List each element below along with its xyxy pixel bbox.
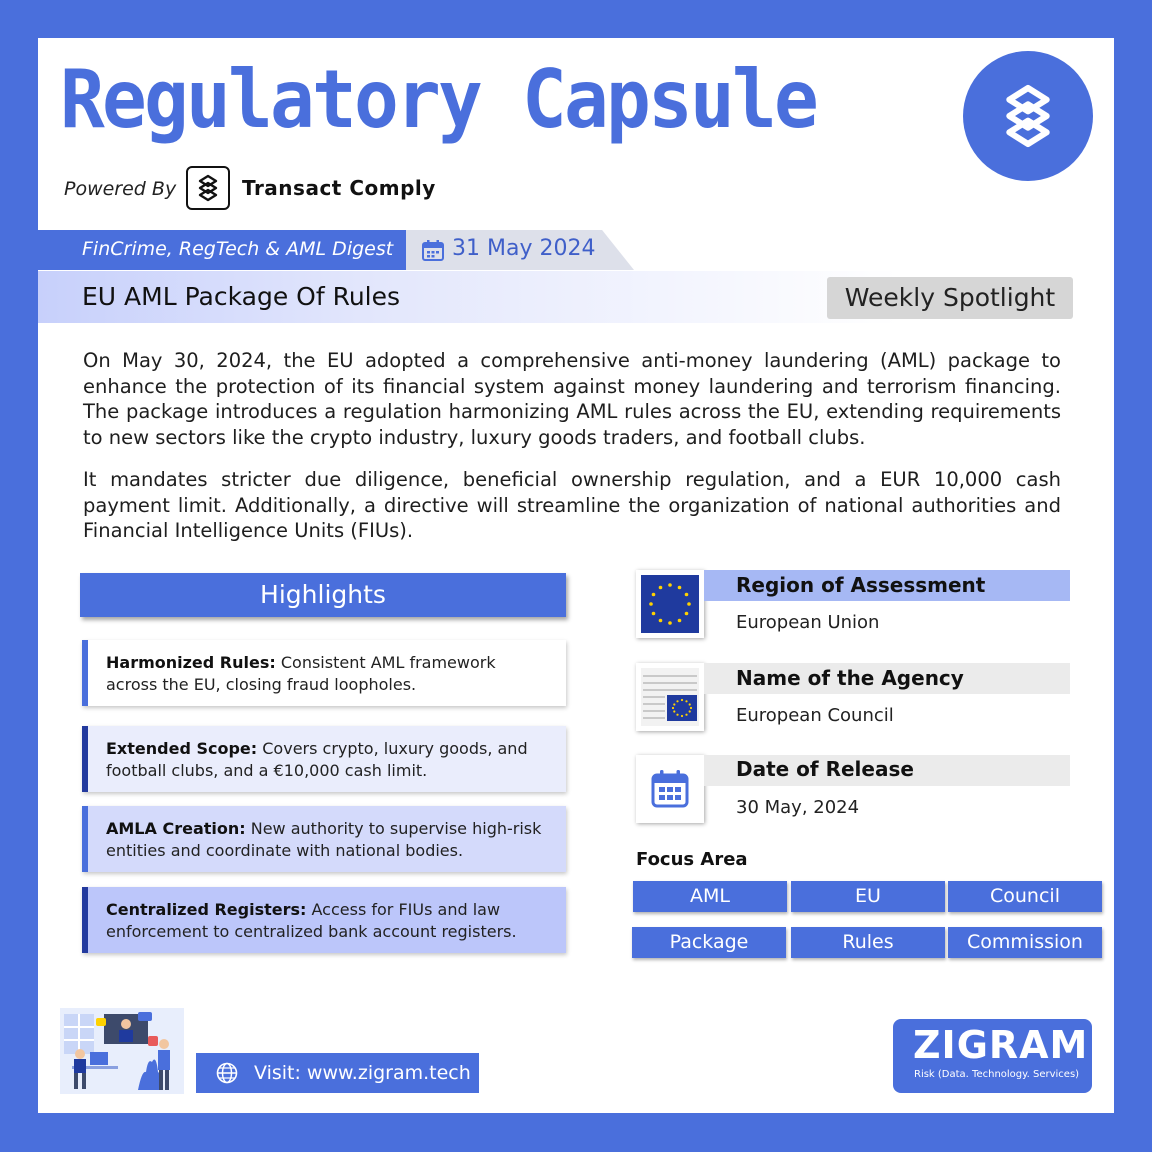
transact-comply-logo-icon: [186, 166, 230, 210]
weekly-spotlight-badge: Weekly Spotlight: [827, 277, 1073, 319]
article-paragraph-1: On May 30, 2024, the EU adopted a comprehensive anti-money laundering (AML) package to enhance the protection of its financial system against money laundering and terrorism financing. The package introduces a regulation harmonizing AML rules across the EU, extending requirements to new sectors like the crypto industry, luxury goods traders, and football clubs.: [83, 349, 1061, 449]
capsule-card: [38, 38, 1114, 1113]
highlight-text: Access for FIUs and law enforcement to centralized bank account registers.: [106, 900, 517, 941]
focus-tag: AML: [633, 881, 787, 912]
focus-tag: Council: [948, 881, 1102, 912]
digest-date: 31 May 2024: [452, 236, 596, 261]
office-illustration-icon: [60, 1008, 184, 1094]
highlight-card: [82, 887, 566, 953]
agency-value: European Council: [736, 705, 894, 726]
focus-tag: Package: [632, 927, 786, 958]
highlight-text: New authority to supervise high-risk entities and coordinate with national bodies.: [106, 819, 542, 860]
highlight-label: Extended Scope:: [106, 739, 258, 758]
digest-label: FinCrime, RegTech & AML Digest: [82, 238, 394, 260]
highlight-text: Covers crypto, luxury goods, and football clubs, and a €10,000 cash limit.: [106, 739, 528, 780]
highlights-header: Highlights: [80, 573, 566, 617]
focus-area-title: Focus Area: [636, 849, 748, 870]
article-paragraph-2: It mandates stricter due diligence, beneficial ownership regulation, and a EUR 10,000 cash payment limit. Additionally, a directive will streamline the organization of national authorities and Financial Intelligence Units (FIUs).: [83, 468, 1061, 542]
highlight-card: [82, 726, 566, 792]
focus-tag: Commission: [948, 927, 1102, 958]
highlight-text: Consistent AML framework across the EU, closing fraud loopholes.: [106, 653, 496, 694]
calendar-icon: [422, 240, 444, 261]
zigram-tagline: Risk (Data. Technology. Services): [914, 1069, 1080, 1080]
focus-tag: EU: [791, 881, 945, 912]
highlight-card: [82, 640, 566, 706]
council-building-icon: [636, 663, 704, 731]
transact-comply-badge-icon: [963, 51, 1093, 181]
focus-tag: Rules: [791, 927, 945, 958]
zigram-logo-name: ZIGRAM: [913, 1023, 1089, 1067]
eu-flag-icon: [636, 570, 704, 638]
powered-by-label: Powered By: [64, 178, 177, 200]
brand-name: Transact Comply: [242, 176, 436, 200]
page-title: Regulatory Capsule: [60, 53, 817, 146]
release-value: 30 May, 2024: [736, 797, 860, 818]
region-label: Region of Assessment: [736, 573, 986, 597]
highlight-label: AMLA Creation:: [106, 819, 246, 838]
highlight-card: [82, 806, 566, 872]
article-title: EU AML Package Of Rules: [82, 282, 401, 311]
release-label: Date of Release: [736, 757, 914, 781]
agency-label: Name of the Agency: [736, 666, 964, 690]
globe-icon: [216, 1062, 238, 1084]
region-value: European Union: [736, 612, 880, 633]
highlight-label: Centralized Registers:: [106, 900, 307, 919]
release-calendar-icon: [636, 755, 704, 823]
visit-website-link[interactable]: Visit: www.zigram.tech: [196, 1053, 479, 1093]
highlight-label: Harmonized Rules:: [106, 653, 276, 672]
